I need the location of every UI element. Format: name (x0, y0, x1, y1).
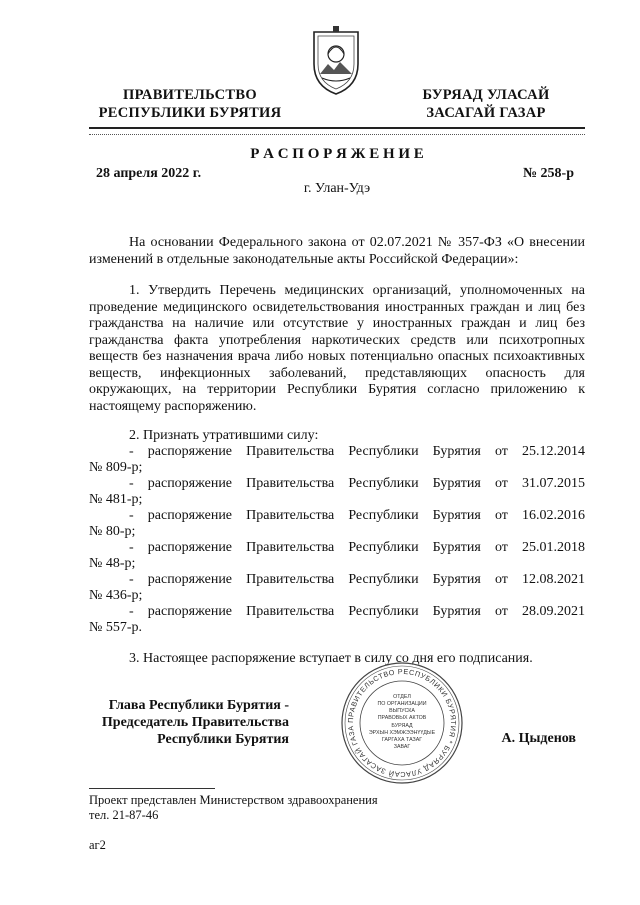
revoked-word: распоряжение (147, 604, 233, 619)
signatory-line1: Глава Республики Бурятия - (108, 698, 289, 713)
revoked-word: от (494, 604, 508, 619)
revoked-word: распоряжение (147, 444, 233, 459)
item-2-title: 2. Признать утратившими силу: (129, 428, 319, 443)
revoked-dash: - (129, 444, 134, 459)
header-left-line2: РЕСПУБЛИКИ БУРЯТИЯ (98, 105, 282, 121)
revoked-word: Республики (348, 604, 419, 619)
revoked-word: распоряжение (147, 508, 233, 523)
stamp-line: ВЫПУСКА (389, 708, 415, 714)
header-rule (89, 127, 585, 129)
stamp-line: ПО ОРГАНИЗАЦИИ (377, 701, 427, 707)
revoked-dash: - (129, 604, 134, 619)
stamp-ring-text: ПРАВИТЕЛЬСТВО РЕСПУБЛИКИ БУРЯТИЯ * БУРЯАД УЛАСАЙ ЗАСАГАЙ ГАЗА (345, 666, 459, 780)
revoked-number: № 436-р; (89, 588, 143, 603)
document-title: Р А С П О Р Я Ж Е Н И Е (250, 146, 424, 162)
header-right-line2: ЗАСАГАЙ ГАЗАР (426, 105, 546, 121)
document-number: № 258-р (522, 166, 574, 181)
revoked-word: Правительства (246, 444, 335, 459)
revoked-dash: - (129, 476, 134, 491)
revoked-word: Республики (348, 572, 419, 587)
revoked-word: Республики (348, 508, 419, 523)
stamp-line: ОТДЕЛ (393, 694, 411, 700)
revoked-word: Правительства (246, 508, 335, 523)
revoked-word: Бурятия (432, 604, 481, 619)
revoked-date: 31.07.2015 (521, 476, 585, 491)
revoked-item (89, 476, 585, 508)
header-right-line1: БУРЯАД УЛАСАЙ (422, 87, 550, 103)
revoked-date: 28.09.2021 (521, 604, 585, 619)
revoked-number: № 809-р; (89, 460, 143, 475)
stamp-line: ГАРГАХА ТАЗАГ (381, 737, 423, 743)
revoked-item (89, 508, 585, 540)
revoked-word: Бурятия (432, 476, 481, 491)
revoked-item (89, 444, 585, 476)
stamp-line: БУРЯАД (391, 723, 413, 729)
revoked-date: 12.08.2021 (521, 572, 585, 587)
preamble: На основании Федерального закона от 02.07.2021 № 357-ФЗ «О внесении изменений в отдельные законодательные акты Российской Федерации»: (89, 235, 585, 267)
revoked-dash: - (129, 508, 134, 523)
revoked-word: Республики (348, 476, 419, 491)
revoked-date: 16.02.2016 (521, 508, 585, 523)
revoked-word: от (494, 540, 508, 555)
revoked-number: № 48-р; (89, 556, 136, 571)
revoked-word: Бурятия (432, 540, 481, 555)
revoked-number: № 557-р. (89, 620, 143, 635)
stamp-line: ЭРХЫН ХЭМЖЭЭНҮҮДЫЕ (368, 730, 436, 736)
revoked-word: Бурятия (432, 508, 481, 523)
revoked-word: от (494, 444, 508, 459)
revoked-date: 25.12.2014 (521, 444, 585, 459)
footer-phone: тел. 21-87-46 (89, 808, 159, 822)
revoked-dash: - (129, 540, 134, 555)
signatory-line3: Республики Бурятия (157, 732, 289, 747)
revoked-word: Бурятия (432, 444, 481, 459)
revoked-word: Республики (348, 444, 419, 459)
stamp-line: ПРАВОВЫХ АКТОВ (377, 715, 427, 721)
revoked-word: Правительства (246, 540, 335, 555)
coat-of-arms (302, 24, 370, 96)
revoked-word: Правительства (246, 476, 335, 491)
header-dotted-rule (89, 134, 585, 135)
revoked-word: Бурятия (432, 572, 481, 587)
revoked-item (89, 604, 585, 636)
revoked-word: от (494, 572, 508, 587)
revoked-number: № 80-р; (89, 524, 136, 539)
header-left-line1: ПРАВИТЕЛЬСТВО (123, 87, 257, 103)
signatory-name: А. Цыденов (501, 731, 576, 746)
revoked-word: распоряжение (147, 540, 233, 555)
stamp-line: ЗАВАГ (393, 744, 411, 750)
footer-project: Проект представлен Министерством здравоохранения (89, 793, 378, 807)
revoked-word: распоряжение (147, 572, 233, 587)
revoked-word: распоряжение (147, 476, 233, 491)
revoked-word: от (494, 476, 508, 491)
revoked-word: Правительства (246, 572, 335, 587)
signatory-line2: Председатель Правительства (101, 715, 289, 730)
document-date: 28 апреля 2022 г. (96, 166, 202, 181)
item-1: 1. Утвердить Перечень медицинских организаций, уполномоченных на проведение медицинского освидетельствования иностранных граждан и лиц без гражданства на наличие или отсутствие у иностранных граждан и лиц без гражданства факта употребления наркотических средств или психотропных веществ без назначения врача либо новых потенциально опасных психоактивных веществ, инфекционных заболеваний, представляющих опасность для окружающих, на территории Республики Бурятия согласно приложению к настоящему распоряжению. (89, 283, 585, 414)
revoked-word: от (494, 508, 508, 523)
revoked-dash: - (129, 572, 134, 587)
revoked-item (89, 572, 585, 604)
official-stamp (340, 661, 464, 785)
revoked-list (89, 444, 585, 636)
revoked-date: 25.01.2018 (521, 540, 585, 555)
footer-rule (89, 788, 215, 789)
document-city: г. Улан-Удэ (303, 181, 371, 196)
footer-code: аг2 (89, 838, 106, 852)
revoked-number: № 481-р; (89, 492, 143, 507)
item-3: 3. Настоящее распоряжение вступает в силу со дня его подписания. (129, 651, 533, 666)
revoked-word: Правительства (246, 604, 335, 619)
revoked-word: Республики (348, 540, 419, 555)
revoked-item (89, 540, 585, 572)
